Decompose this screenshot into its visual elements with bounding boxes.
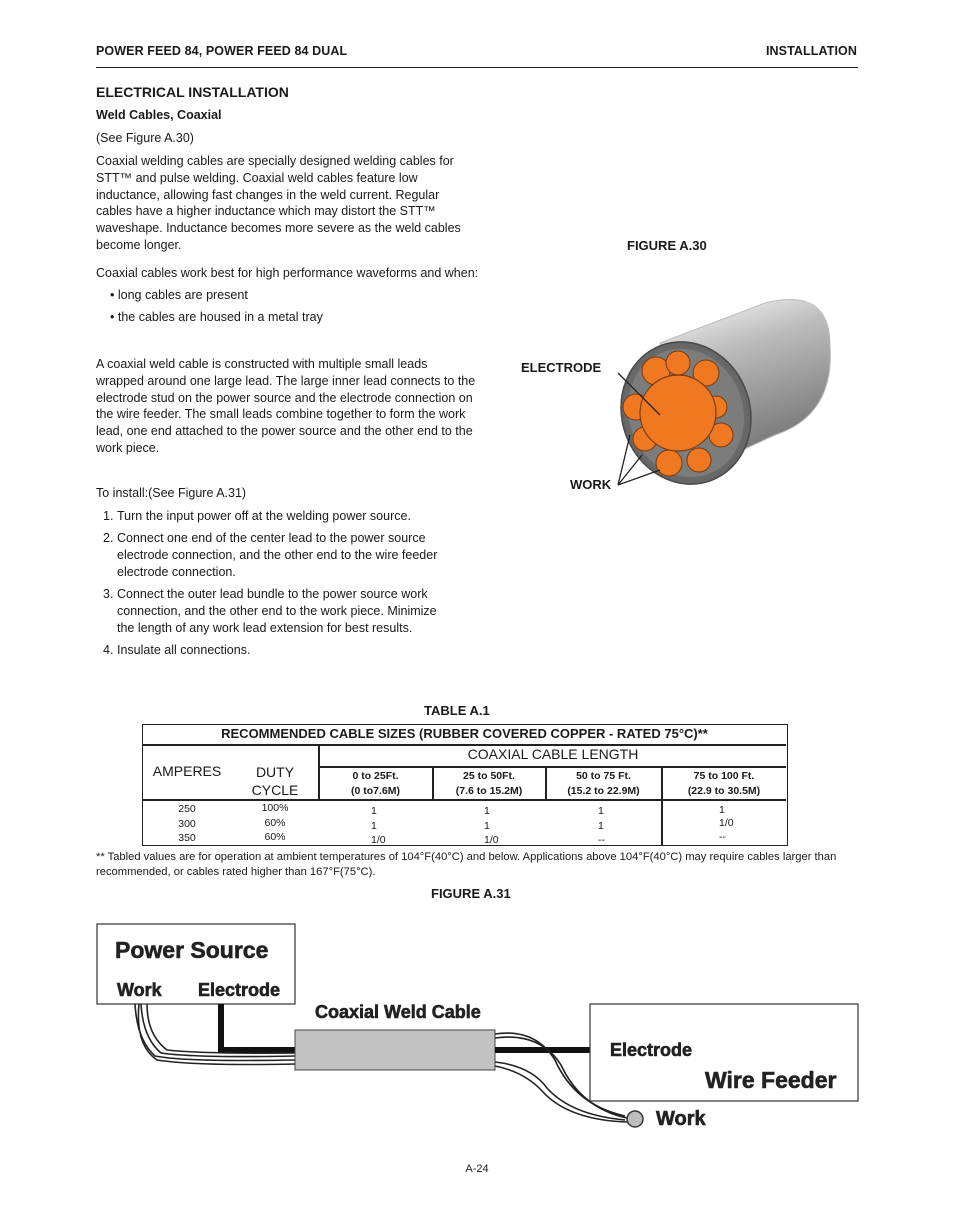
step-number: 1. [103, 509, 114, 523]
length-ft: 75 to 100 Ft. [693, 770, 755, 782]
step-text: Connect the outer lead bundle to the power source work connection, and the other end to the work piece. Minimize the length of any work lead extension for best results. [117, 587, 437, 635]
install-lead: To install:(See Figure A.31) [96, 486, 247, 500]
amperes-column [143, 802, 231, 846]
step-text: Connect one end of the center lead to the power source electrode connection, and the other end to the wire feeder electrode connection. [117, 531, 438, 579]
header-title: POWER FEED 84, POWER FEED 84 DUAL [96, 44, 348, 58]
install-step [103, 586, 483, 636]
size-column [546, 804, 661, 848]
page-number: A-24 [465, 1163, 489, 1175]
header-section: INSTALLATION [765, 44, 857, 58]
col-duty-line: CYCLE [251, 782, 299, 798]
table-cell: 1/0 [719, 816, 734, 829]
length-m: (7.6 to 15.2M) [455, 785, 523, 797]
table-footnote: ** Tabled values are for operation at ambient temperatures of 104°F(40°C) and below. Applications above 104°F(40°C) may require cables larger than recommended, or cables rated higher than 167°F(75°C). [96, 851, 837, 878]
work-lead [666, 351, 690, 375]
work-clamp-icon [627, 1111, 643, 1127]
cable-size-table [142, 724, 788, 846]
power-source-work-label: Work [117, 980, 162, 1000]
table-cell: 1 [371, 819, 377, 832]
power-source-electrode-label: Electrode [198, 980, 281, 1000]
table-cell: 1 [484, 819, 490, 832]
work-lead-bundle-left [135, 1004, 295, 1065]
length-header [319, 769, 432, 799]
section-title: ELECTRICAL INSTALLATION [96, 84, 289, 100]
length-header [433, 769, 545, 799]
figure-a31-label: FIGURE A.31 [431, 886, 511, 901]
table-cell: 1 [484, 805, 490, 817]
coaxial-cable-illustration [500, 295, 840, 510]
col-duty-cycle [231, 763, 319, 799]
electrode-lead [640, 375, 716, 451]
coaxial-cable-body [295, 1030, 495, 1070]
length-m: (22.9 to 30.5M) [687, 785, 761, 797]
length-m: (0 to7.6M) [350, 785, 400, 797]
table-cell: 60% [264, 831, 286, 843]
install-step [103, 530, 483, 580]
see-figure-note: (See Figure A.30) [96, 131, 194, 145]
table-cell: 60% [264, 816, 286, 829]
size-column [662, 804, 786, 844]
length-ft: 0 to 25Ft. [352, 770, 399, 782]
coaxial-cable-label: Coaxial Weld Cable [315, 1002, 481, 1022]
install-step [103, 642, 483, 659]
step-text: Turn the input power off at the welding power source. [117, 509, 411, 523]
col-amperes: AMPERES [152, 763, 222, 779]
table-caption: TABLE A.1 [424, 703, 490, 718]
duty-column [231, 801, 319, 845]
length-m: (15.2 to 22.9M) [567, 785, 640, 797]
wire-feeder-title: Wire Feeder [705, 1067, 837, 1093]
table-cell: 1 [598, 819, 604, 832]
feeder-electrode-label: Electrode [610, 1040, 693, 1060]
connection-diagram [95, 920, 865, 1135]
electrode-lead-line [221, 1004, 295, 1050]
length-ft: 25 to 50Ft. [463, 770, 515, 782]
size-column [433, 804, 545, 848]
construction-paragraph: A coaxial weld cable is constructed with multiple small leads wrapped around one large lead. The large inner lead connects to the electrode stud on the power source and the electrode connection on the wire feeder. The small leads combine together to form the work lead, one end attached to the power source and the other end to the work piece. [96, 357, 476, 455]
lead-paragraph: Coaxial cables work best for high performance waveforms and when: [96, 266, 479, 280]
table-cell: 250 [178, 803, 196, 815]
table-cell: 100% [261, 802, 289, 814]
group-header: COAXIAL CABLE LENGTH [467, 746, 639, 762]
table-cell: -- [598, 834, 605, 846]
length-header [546, 769, 661, 799]
work-clamp-label: Work [656, 1108, 706, 1130]
figure-a30-label: FIGURE A.30 [627, 238, 707, 253]
table-cell: 1 [598, 805, 604, 817]
length-ft: 50 to 75 Ft. [576, 770, 631, 782]
step-number: 3. [103, 587, 114, 601]
table-cell: 1 [719, 804, 725, 816]
work-lead [687, 448, 711, 472]
install-step [103, 508, 483, 525]
step-text: Insulate all connections. [117, 643, 251, 657]
bullet-item: • long cables are present [110, 288, 248, 302]
table-cell: -- [719, 831, 726, 843]
size-column [319, 804, 432, 848]
table-cell: 300 [178, 817, 196, 830]
col-duty-line: DUTY [255, 764, 295, 780]
bullet-item: • the cables are housed in a metal tray [110, 310, 323, 324]
power-source-title: Power Source [115, 937, 269, 963]
work-lead [656, 450, 682, 476]
work-callout: WORK [570, 477, 612, 492]
step-number: 2. [103, 531, 114, 545]
table-cell: 1 [371, 805, 377, 817]
table-cell: 350 [178, 832, 196, 844]
intro-paragraph: Coaxial welding cables are specially designed welding cables for STT™ and pulse welding. Coaxial weld cables feature low inductance, allowing fast changes in the weld current. Regular cables have a higher inductance which may distort the STT™ waveshape. Inductance becomes more severe as the weld cables become longer. [96, 154, 461, 252]
header-rule [96, 67, 858, 68]
length-header [662, 769, 786, 799]
electrode-callout: ELECTRODE [521, 360, 602, 375]
step-number: 4. [103, 643, 114, 657]
table-cell: 1/0 [484, 834, 499, 846]
table-cell: 1/0 [371, 834, 386, 846]
subsection-title: Weld Cables, Coaxial [96, 108, 222, 122]
table-title: RECOMMENDED CABLE SIZES (RUBBER COVERED COPPER - RATED 75°C)** [221, 726, 708, 741]
